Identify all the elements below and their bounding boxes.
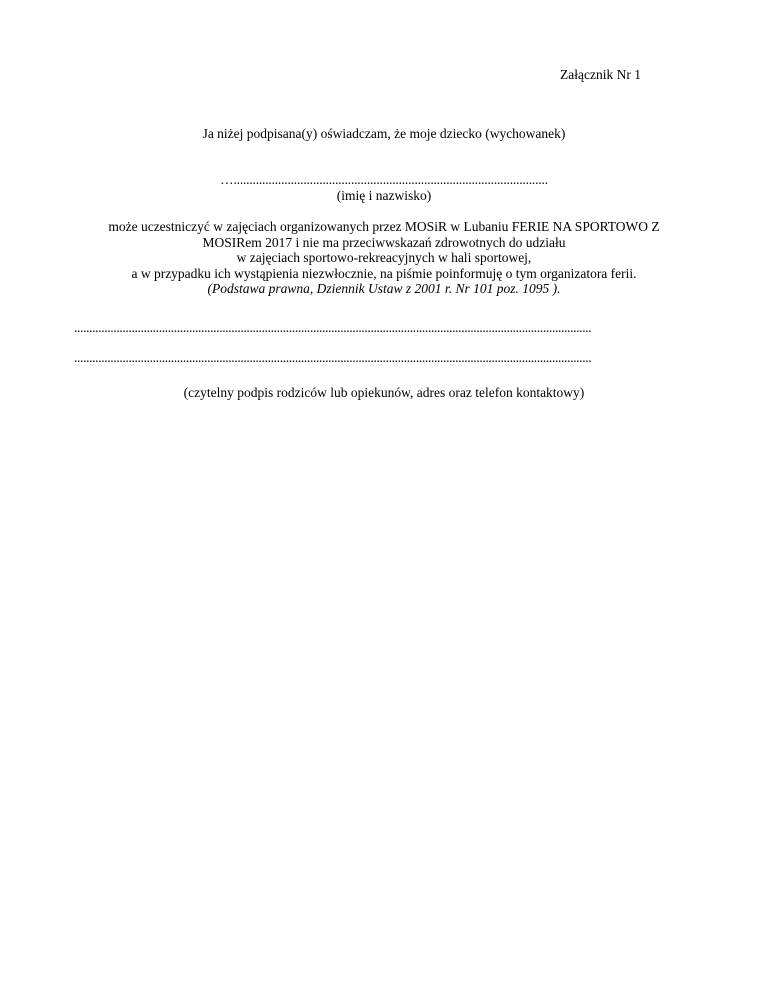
consent-line-1: może uczestniczyć w zajęciach organizowanych przez MOSiR w Lubaniu FERIE NA SPORTOWO Z <box>108 219 660 234</box>
legal-basis: (Podstawa prawna, Dziennik Ustaw z 2001 r. Nr 101 poz. 1095 ). <box>207 281 561 296</box>
signature-caption: (czytelny podpis rodziców lub opiekunów, adres oraz telefon kontaktowy) <box>183 385 585 400</box>
declaration-intro: Ja niżej podpisana(y) oświadczam, że moje dziecko (wychowanek) <box>202 126 566 141</box>
signature-line-2: ........................................................................................................................................................................... <box>74 350 592 365</box>
child-name-caption: (imię i nazwisko) <box>336 188 432 203</box>
consent-line-2: MOSIRem 2017 i nie ma przeciwwskazań zdrowotnych do udziału <box>202 234 566 250</box>
attachment-label: Załącznik Nr 1 <box>560 67 641 82</box>
signature-line-1: ........................................................................................................................................................................... <box>74 320 592 335</box>
consent-paragraph <box>0 219 768 297</box>
consent-line-3: w zajęciach sportowo-rekreacyjnych w hali sportowej, <box>236 250 532 265</box>
child-name-field: …................................................................................................... <box>220 172 548 187</box>
consent-line-4: a w przypadku ich wystąpienia niezwłocznie, na piśmie poinformuję o tym organizatora ferii. <box>131 265 637 281</box>
